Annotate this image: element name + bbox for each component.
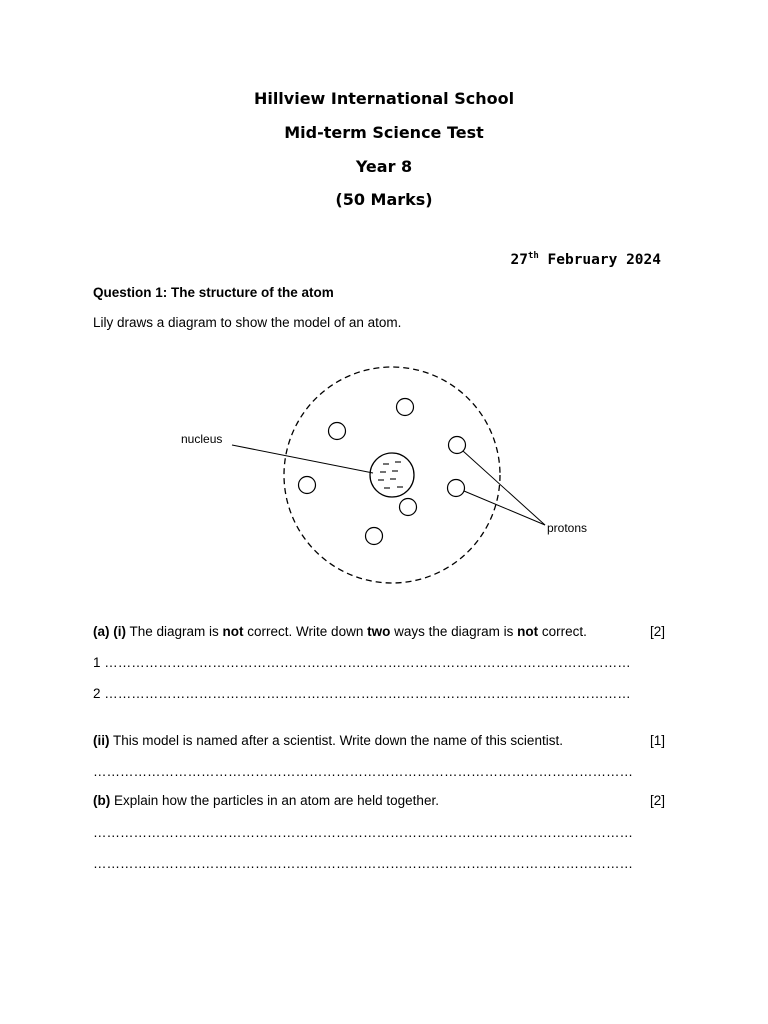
marks-a-ii: [1] [650, 733, 666, 748]
question-1-intro: Lily draws a diagram to show the model of an atom. [93, 315, 402, 330]
emphasis: not [222, 624, 244, 639]
nucleus-label: nucleus [181, 432, 223, 446]
marks-b: [2] [650, 793, 666, 808]
question-b-text [93, 793, 439, 808]
marks-a-i: [2] [650, 624, 666, 639]
test-title: Mid-term Science Test [284, 123, 484, 142]
particle [299, 477, 316, 494]
total-marks: (50 Marks) [335, 190, 433, 209]
answer-line-2[interactable]: 2 ……………………………………………………………………………………………………… [93, 686, 631, 701]
question-a-ii-prefix: (ii) [93, 733, 110, 748]
nucleus-charges [378, 462, 403, 488]
nucleus-pointer [232, 445, 373, 473]
particle [397, 399, 414, 416]
year-group: Year 8 [355, 157, 413, 176]
answer-line-b-2[interactable]: ………………………………………………………………………………………………………… [93, 856, 633, 871]
question-1-title: Question 1: The structure of the atom [93, 285, 334, 300]
answer-line-a-ii[interactable]: ………………………………………………………………………………………………………… [93, 764, 633, 779]
test-date [510, 252, 661, 268]
answer-line-b-1[interactable]: ………………………………………………………………………………………………………… [93, 825, 633, 840]
question-a-ii-text [93, 733, 563, 748]
date-suffix: th [527, 251, 539, 262]
text-segment: The diagram is [126, 624, 223, 639]
particle [400, 499, 417, 516]
answer-line-1[interactable]: 1 ……………………………………………………………………………………………………… [93, 655, 631, 670]
atom-diagram [170, 365, 610, 585]
question-a-i-text [93, 624, 587, 639]
particle [329, 423, 346, 440]
question-a-i [93, 624, 674, 639]
text-segment: correct. Write down [243, 624, 368, 639]
text-segment: correct. [538, 624, 587, 639]
text-segment: This model is named after a scientist. Write down the name of this scientist. [109, 733, 563, 748]
emphasis: not [517, 624, 539, 639]
nucleus [370, 453, 414, 497]
question-a-i-prefix: (a) (i) [93, 624, 126, 639]
date-rest: February 2024 [538, 252, 661, 268]
emphasis: two [367, 624, 391, 639]
school-name: Hillview International School [253, 89, 515, 108]
proton-pointer [463, 451, 545, 525]
question-b [93, 793, 674, 808]
question-b-prefix: (b) [93, 793, 111, 808]
protons-label: protons [547, 521, 588, 535]
text-segment: Explain how the particles in an atom are held together. [110, 793, 439, 808]
particle [448, 480, 465, 497]
particle [449, 437, 466, 454]
question-a-ii [93, 733, 674, 748]
date-day: 27 [510, 252, 528, 268]
atom-boundary [284, 367, 500, 583]
particle [366, 528, 383, 545]
proton-pointer [464, 491, 545, 525]
text-segment: ways the diagram is [390, 624, 518, 639]
